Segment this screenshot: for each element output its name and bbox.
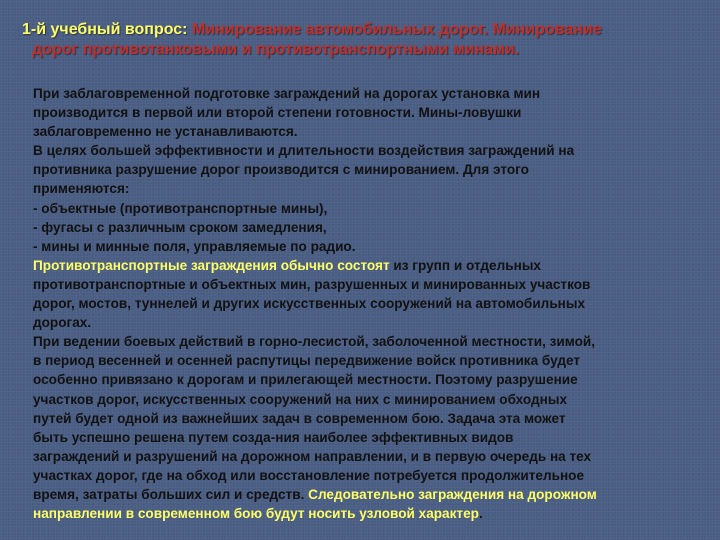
- list-item: - объектные (противотранспортные мины),: [33, 200, 328, 216]
- body-line: путей будет одной из важнейших задач в современном бою. Задача эта может: [33, 410, 566, 426]
- body-line: дорогах.: [33, 315, 92, 331]
- highlight-text: Противотранспортные заграждения обычно состоят: [33, 257, 390, 273]
- body-line: противотранспортные и объектных мин, разрушенных и минированных участков: [33, 276, 591, 292]
- body-text-run: .: [478, 506, 483, 522]
- list-item: - мины и минные поля, управляемые по радио.: [33, 238, 356, 254]
- body-line: быть успешно решена путем созда-ния наиболее эффективных видов: [33, 429, 514, 445]
- list-item: - фугасы с различным сроком замедления,: [33, 219, 327, 235]
- slide-title: [22, 20, 712, 60]
- title-topic-line2: дорог противотанковыми и противотранспортными минами.: [32, 41, 520, 58]
- title-label: 1-й учебный вопрос:: [22, 21, 188, 38]
- highlight-text: направлении в современном бою будут носить узловой характер: [33, 506, 479, 522]
- body-line: дорог, мостов, туннелей и других искусственных сооружений на автомобильных: [33, 296, 586, 312]
- body-line: При ведении боевых действий в горно-лесистой, заболоченной местности, зимой,: [33, 334, 596, 350]
- body-line: При заблаговременной подготовке заграждений на дорогах установка мин: [33, 86, 541, 101]
- highlight-text: Следовательно заграждения на дорожном: [308, 486, 597, 502]
- body-line: противника разрушение дорог производится с минированием. Для этого: [33, 162, 529, 178]
- body-line: в период весенней и осенней распутицы передвижение войск противника будет: [33, 353, 581, 369]
- body-line: особенно привязано к дорогам и прилегающей местности. Поэтому разрушение: [33, 372, 578, 388]
- body-line: [33, 504, 713, 523]
- title-topic-line1: Минирование автомобильных дорог. Минирование: [191, 21, 602, 38]
- body-line: заблаговременно не устанавливаются.: [33, 124, 298, 140]
- body-text: [33, 84, 713, 523]
- body-line: [33, 485, 713, 504]
- body-line: В целях большей эффективности и длительности воздействия заграждений на: [33, 143, 575, 159]
- body-line: [33, 256, 713, 275]
- body-line: участков дорог, искусственных сооружений на них с минированием обходных: [33, 391, 568, 407]
- body-line: заграждений и разрушений на дорожном направлении, и в первую очередь на тех: [33, 448, 592, 464]
- body-line: применяются:: [33, 181, 130, 197]
- body-line: участках дорог, где на обход или восстановление потребуется продолжительное: [33, 467, 585, 483]
- body-text-run: время, затраты больших сил и средств.: [33, 486, 309, 502]
- body-text-run: из групп и отдельных: [389, 257, 541, 273]
- body-line: производится в первой или второй степени готовности. Мины-ловушки: [33, 105, 522, 121]
